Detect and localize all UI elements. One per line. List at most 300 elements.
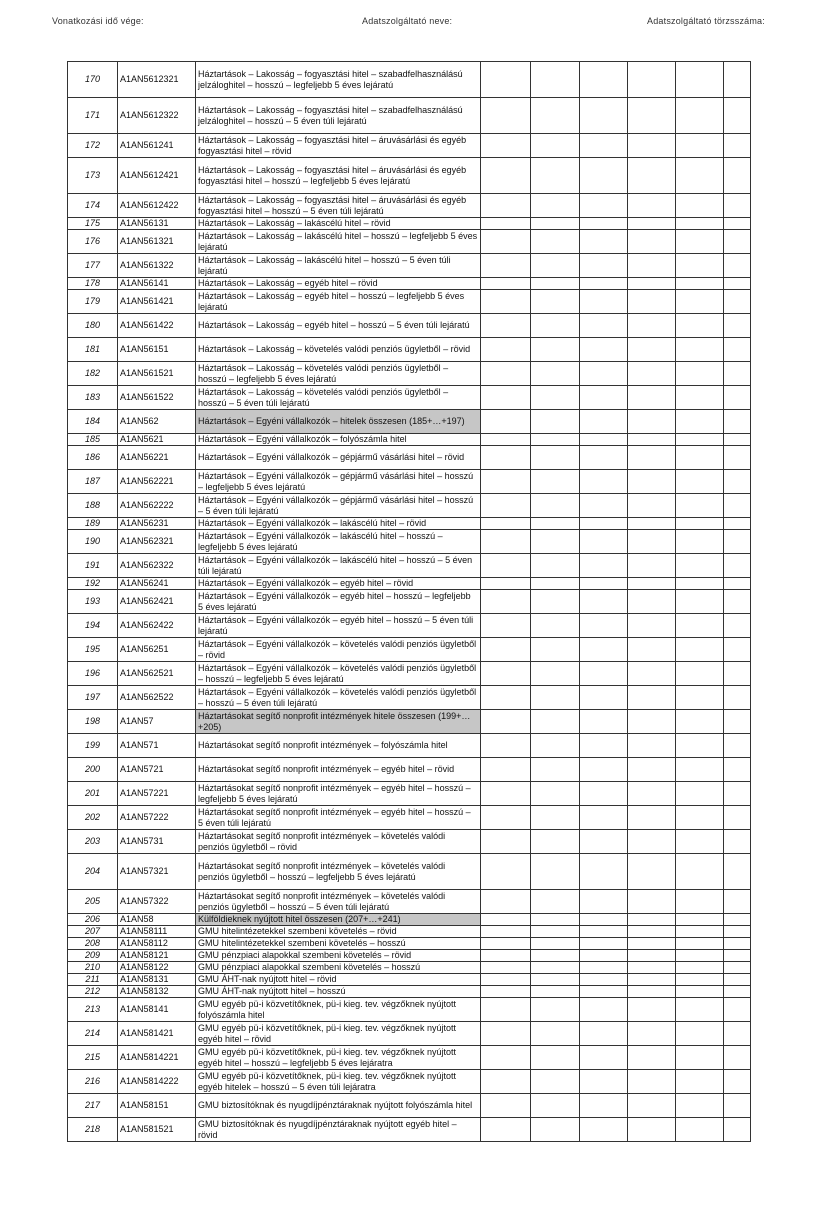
row-code: A1AN58132 (118, 986, 196, 998)
row-description: Háztartások – Lakosság – lakáscélú hitel – rövid (196, 218, 481, 230)
value-cell (481, 494, 531, 518)
value-cell (481, 290, 531, 314)
table-row (68, 446, 751, 470)
value-cell (676, 194, 724, 218)
row-description: Háztartások – Lakosság – lakáscélú hitel – hosszú – 5 éven túli lejáratú (196, 254, 481, 278)
value-cell (676, 158, 724, 194)
value-cell (481, 914, 531, 926)
row-description: GMU hitelintézetekkel szembeni követelés – rövid (196, 926, 481, 938)
value-cell (580, 230, 628, 254)
table-row (68, 938, 751, 950)
row-number: 191 (68, 554, 118, 578)
row-number: 197 (68, 686, 118, 710)
value-cell (580, 530, 628, 554)
row-description: GMU ÁHT-nak nyújtott hitel – hosszú (196, 986, 481, 998)
value-cell (628, 854, 676, 890)
row-description: Háztartásokat segítő nonprofit intézmények – követelés valódi penziós ügyletből – rövid (196, 830, 481, 854)
value-cell (676, 314, 724, 338)
value-cell (724, 446, 751, 470)
row-description: Háztartások – Egyéni vállalkozók – lakáscélú hitel – hosszú – legfeljebb 5 éves lejáratú (196, 530, 481, 554)
table-row (68, 662, 751, 686)
row-number: 210 (68, 962, 118, 974)
value-cell (531, 194, 580, 218)
row-description: Háztartások – Egyéni vállalkozók – egyéb hitel – rövid (196, 578, 481, 590)
row-number: 174 (68, 194, 118, 218)
table-row (68, 950, 751, 962)
row-number: 198 (68, 710, 118, 734)
value-cell (724, 98, 751, 134)
value-cell (628, 1022, 676, 1046)
row-number: 176 (68, 230, 118, 254)
value-cell (724, 686, 751, 710)
value-cell (531, 314, 580, 338)
row-description: Háztartások – Lakosság – fogyasztási hitel – áruvásárlási és egyéb fogyasztási hitel – hosszú – 5 éven túli lejáratú (196, 194, 481, 218)
value-cell (580, 314, 628, 338)
value-cell (628, 470, 676, 494)
value-cell (628, 410, 676, 434)
value-cell (531, 806, 580, 830)
row-description: Háztartások – Egyéni vállalkozók – egyéb hitel – hosszú – legfeljebb 5 éves lejáratú (196, 590, 481, 614)
value-cell (481, 686, 531, 710)
value-cell (531, 758, 580, 782)
value-cell (531, 1022, 580, 1046)
row-code: A1AN561521 (118, 362, 196, 386)
value-cell (724, 1022, 751, 1046)
row-number: 173 (68, 158, 118, 194)
row-code: A1AN561241 (118, 134, 196, 158)
row-code: A1AN56251 (118, 638, 196, 662)
row-code: A1AN58151 (118, 1094, 196, 1118)
value-cell (724, 1094, 751, 1118)
value-cell (628, 734, 676, 758)
value-cell (531, 218, 580, 230)
table-row (68, 278, 751, 290)
value-cell (676, 914, 724, 926)
value-cell (724, 578, 751, 590)
value-cell (580, 782, 628, 806)
value-cell (628, 662, 676, 686)
value-cell (628, 314, 676, 338)
value-cell (580, 926, 628, 938)
row-description: Háztartások – Egyéni vállalkozók – lakáscélú hitel – hosszú – 5 éven túli lejáratú (196, 554, 481, 578)
value-cell (724, 254, 751, 278)
table-row (68, 362, 751, 386)
table-row (68, 1094, 751, 1118)
row-number: 195 (68, 638, 118, 662)
value-cell (531, 554, 580, 578)
row-code: A1AN562521 (118, 662, 196, 686)
value-cell (628, 338, 676, 362)
value-cell (628, 98, 676, 134)
table-row (68, 338, 751, 362)
row-number: 214 (68, 1022, 118, 1046)
value-cell (724, 62, 751, 98)
value-cell (676, 218, 724, 230)
row-number: 202 (68, 806, 118, 830)
value-cell (676, 998, 724, 1022)
value-cell (481, 950, 531, 962)
value-cell (676, 962, 724, 974)
row-number: 187 (68, 470, 118, 494)
table-row (68, 1022, 751, 1046)
table-row (68, 926, 751, 938)
value-cell (628, 518, 676, 530)
value-cell (724, 218, 751, 230)
row-description: Háztartások – Lakosság – egyéb hitel – rövid (196, 278, 481, 290)
row-number: 178 (68, 278, 118, 290)
row-description: GMU biztosítóknak és nyugdíjpénztáraknak nyújtott egyéb hitel – rövid (196, 1118, 481, 1142)
value-cell (628, 218, 676, 230)
row-code: A1AN57222 (118, 806, 196, 830)
row-number: 181 (68, 338, 118, 362)
value-cell (724, 614, 751, 638)
row-description: Háztartások – Egyéni vállalkozók – lakáscélú hitel – rövid (196, 518, 481, 530)
value-cell (531, 386, 580, 410)
value-cell (531, 1070, 580, 1094)
row-code: A1AN5612321 (118, 62, 196, 98)
value-cell (580, 338, 628, 362)
value-cell (676, 830, 724, 854)
value-cell (580, 1046, 628, 1070)
value-cell (628, 278, 676, 290)
value-cell (580, 986, 628, 998)
row-code: A1AN58121 (118, 950, 196, 962)
value-cell (481, 134, 531, 158)
table-row (68, 782, 751, 806)
value-cell (531, 518, 580, 530)
row-code: A1AN57 (118, 710, 196, 734)
value-cell (676, 578, 724, 590)
row-code: A1AN5731 (118, 830, 196, 854)
row-code: A1AN562221 (118, 470, 196, 494)
value-cell (628, 914, 676, 926)
value-cell (531, 890, 580, 914)
value-cell (481, 338, 531, 362)
value-cell (628, 1046, 676, 1070)
value-cell (481, 1046, 531, 1070)
value-cell (531, 638, 580, 662)
table-row (68, 62, 751, 98)
value-cell (580, 998, 628, 1022)
row-code: A1AN562421 (118, 590, 196, 614)
value-cell (580, 638, 628, 662)
value-cell (580, 590, 628, 614)
table-row (68, 494, 751, 518)
value-cell (628, 494, 676, 518)
row-code: A1AN5612322 (118, 98, 196, 134)
value-cell (676, 1070, 724, 1094)
row-number: 171 (68, 98, 118, 134)
value-cell (676, 1046, 724, 1070)
value-cell (531, 914, 580, 926)
row-number: 179 (68, 290, 118, 314)
row-description: Háztartások – Lakosság – fogyasztási hitel – áruvásárlási és egyéb fogyasztási hitel – rövid (196, 134, 481, 158)
value-cell (481, 614, 531, 638)
row-description: GMU egyéb pü-i közvetítőknek, pü-i kieg. tev. végzőknek nyújtott egyéb hitel – rövid (196, 1022, 481, 1046)
row-description: Külföldieknek nyújtott hitel összesen (207+…+241) (196, 914, 481, 926)
value-cell (628, 578, 676, 590)
value-cell (531, 434, 580, 446)
row-description: GMU egyéb pü-i közvetítőknek, pü-i kieg. tev. végzőknek nyújtott egyéb hitelek – hosszú – 5 éven túli lejáratra (196, 1070, 481, 1094)
row-description: GMU pénzpiaci alapokkal szembeni követelés – hosszú (196, 962, 481, 974)
value-cell (481, 938, 531, 950)
value-cell (580, 410, 628, 434)
row-description: Háztartások – Egyéni vállalkozók – gépjármű vásárlási hitel – rövid (196, 446, 481, 470)
value-cell (724, 278, 751, 290)
table-row (68, 254, 751, 278)
value-cell (628, 710, 676, 734)
value-cell (580, 614, 628, 638)
row-description: Háztartások – Lakosság – követelés valódi penziós ügyletből – hosszú – legfeljebb 5 éves lejáratú (196, 362, 481, 386)
value-cell (481, 278, 531, 290)
value-cell (580, 362, 628, 386)
value-cell (481, 782, 531, 806)
value-cell (628, 1118, 676, 1142)
value-cell (481, 998, 531, 1022)
value-cell (676, 230, 724, 254)
value-cell (481, 518, 531, 530)
table-row (68, 806, 751, 830)
value-cell (531, 446, 580, 470)
row-code: A1AN58122 (118, 962, 196, 974)
value-cell (628, 1094, 676, 1118)
row-number: 203 (68, 830, 118, 854)
row-description: Háztartások – Egyéni vállalkozók – gépjármű vásárlási hitel – hosszú – 5 éven túli lejáratú (196, 494, 481, 518)
value-cell (724, 782, 751, 806)
value-cell (531, 830, 580, 854)
row-code: A1AN56141 (118, 278, 196, 290)
value-cell (531, 338, 580, 362)
row-description: GMU biztosítóknak és nyugdíjpénztáraknak nyújtott folyószámla hitel (196, 1094, 481, 1118)
row-description: Háztartások – Lakosság – fogyasztási hitel – szabadfelhasználású jelzáloghitel – hosszú – 5 éven túli lejáratú (196, 98, 481, 134)
value-cell (580, 494, 628, 518)
row-code: A1AN56131 (118, 218, 196, 230)
value-cell (580, 830, 628, 854)
value-cell (580, 446, 628, 470)
value-cell (481, 710, 531, 734)
value-cell (531, 62, 580, 98)
value-cell (531, 710, 580, 734)
value-cell (628, 230, 676, 254)
value-cell (724, 998, 751, 1022)
value-cell (724, 986, 751, 998)
value-cell (580, 962, 628, 974)
value-cell (481, 962, 531, 974)
table-row (68, 686, 751, 710)
value-cell (580, 62, 628, 98)
value-cell (580, 1118, 628, 1142)
row-number: 209 (68, 950, 118, 962)
row-code: A1AN561321 (118, 230, 196, 254)
value-cell (676, 662, 724, 686)
row-description: Háztartásokat segítő nonprofit intézmények hitele összesen (199+…+205) (196, 710, 481, 734)
table-row (68, 290, 751, 314)
value-cell (481, 386, 531, 410)
value-cell (676, 890, 724, 914)
table-row (68, 590, 751, 614)
row-description: Háztartásokat segítő nonprofit intézmények – követelés valódi penziós ügyletből – hosszú – 5 éven túli lejáratú (196, 890, 481, 914)
table-row (68, 758, 751, 782)
value-cell (628, 386, 676, 410)
table-row (68, 314, 751, 338)
row-description: Háztartások – Egyéni vállalkozók – hitelek összesen (185+…+197) (196, 410, 481, 434)
row-code: A1AN58 (118, 914, 196, 926)
value-cell (531, 578, 580, 590)
value-cell (724, 830, 751, 854)
row-code: A1AN581421 (118, 1022, 196, 1046)
row-number: 206 (68, 914, 118, 926)
value-cell (531, 986, 580, 998)
row-code: A1AN56151 (118, 338, 196, 362)
row-number: 211 (68, 974, 118, 986)
value-cell (676, 806, 724, 830)
value-cell (724, 386, 751, 410)
row-number: 205 (68, 890, 118, 914)
value-cell (724, 410, 751, 434)
table-row (68, 470, 751, 494)
value-cell (628, 926, 676, 938)
row-description: GMU egyéb pü-i közvetítőknek, pü-i kieg. tev. végzőknek nyújtott egyéb hitel – hosszú – legfeljebb 5 éves lejáratra (196, 1046, 481, 1070)
row-number: 216 (68, 1070, 118, 1094)
value-cell (676, 950, 724, 962)
row-code: A1AN57322 (118, 890, 196, 914)
value-cell (628, 446, 676, 470)
value-cell (676, 986, 724, 998)
value-cell (676, 1118, 724, 1142)
row-description: Háztartások – Egyéni vállalkozók – egyéb hitel – hosszú – 5 éven túli lejáratú (196, 614, 481, 638)
row-description: GMU pénzpiaci alapokkal szembeni követelés – rövid (196, 950, 481, 962)
value-cell (676, 938, 724, 950)
value-cell (724, 926, 751, 938)
row-description: GMU ÁHT-nak nyújtott hitel – rövid (196, 974, 481, 986)
row-description: Háztartások – Lakosság – fogyasztási hitel – szabadfelhasználású jelzáloghitel – hosszú – legfeljebb 5 éves lejáratú (196, 62, 481, 98)
row-code: A1AN5621 (118, 434, 196, 446)
table-row (68, 638, 751, 662)
value-cell (481, 638, 531, 662)
value-cell (481, 554, 531, 578)
row-code: A1AN57221 (118, 782, 196, 806)
value-cell (580, 854, 628, 890)
value-cell (580, 806, 628, 830)
table-row (68, 854, 751, 890)
value-cell (628, 434, 676, 446)
value-cell (481, 194, 531, 218)
value-cell (580, 938, 628, 950)
row-code: A1AN562422 (118, 614, 196, 638)
value-cell (580, 950, 628, 962)
value-cell (628, 938, 676, 950)
value-cell (481, 926, 531, 938)
value-cell (628, 554, 676, 578)
value-cell (676, 338, 724, 362)
row-description: Háztartások – Egyéni vállalkozók – gépjármű vásárlási hitel – hosszú – legfeljebb 5 éves lejáratú (196, 470, 481, 494)
row-description: Háztartások – Lakosság – lakáscélú hitel – hosszú – legfeljebb 5 éves lejáratú (196, 230, 481, 254)
value-cell (481, 662, 531, 686)
value-cell (481, 410, 531, 434)
value-cell (580, 254, 628, 278)
value-cell (531, 530, 580, 554)
value-cell (676, 854, 724, 890)
row-description: Háztartásokat segítő nonprofit intézmények – egyéb hitel – hosszú – 5 éven túli lejáratú (196, 806, 481, 830)
value-cell (628, 758, 676, 782)
row-number: 200 (68, 758, 118, 782)
value-cell (676, 734, 724, 758)
value-cell (481, 446, 531, 470)
row-number: 172 (68, 134, 118, 158)
value-cell (724, 914, 751, 926)
value-cell (481, 890, 531, 914)
value-cell (676, 98, 724, 134)
row-number: 185 (68, 434, 118, 446)
value-cell (676, 494, 724, 518)
value-cell (724, 434, 751, 446)
value-cell (628, 686, 676, 710)
value-cell (531, 734, 580, 758)
value-cell (676, 254, 724, 278)
table-row (68, 98, 751, 134)
row-description: GMU hitelintézetekkel szembeni követelés – hosszú (196, 938, 481, 950)
table-row (68, 410, 751, 434)
value-cell (531, 470, 580, 494)
header-provider-name-label: Adatszolgáltató neve: (362, 16, 453, 26)
value-cell (724, 962, 751, 974)
value-cell (724, 290, 751, 314)
row-code: A1AN561422 (118, 314, 196, 338)
value-cell (580, 578, 628, 590)
row-code: A1AN56231 (118, 518, 196, 530)
row-code: A1AN562222 (118, 494, 196, 518)
value-cell (531, 782, 580, 806)
value-cell (724, 890, 751, 914)
row-code: A1AN562522 (118, 686, 196, 710)
row-number: 177 (68, 254, 118, 278)
value-cell (676, 974, 724, 986)
value-cell (628, 194, 676, 218)
value-cell (481, 1118, 531, 1142)
table-row (68, 434, 751, 446)
row-code: A1AN5721 (118, 758, 196, 782)
value-cell (628, 950, 676, 962)
row-code: A1AN58131 (118, 974, 196, 986)
value-cell (481, 758, 531, 782)
table-row (68, 998, 751, 1022)
table-row (68, 554, 751, 578)
value-cell (580, 470, 628, 494)
row-code: A1AN58111 (118, 926, 196, 938)
value-cell (481, 230, 531, 254)
value-cell (531, 278, 580, 290)
value-cell (628, 134, 676, 158)
value-cell (481, 806, 531, 830)
value-cell (531, 158, 580, 194)
value-cell (580, 1070, 628, 1094)
row-number: 212 (68, 986, 118, 998)
row-number: 208 (68, 938, 118, 950)
value-cell (628, 614, 676, 638)
value-cell (724, 518, 751, 530)
value-cell (676, 926, 724, 938)
table-row (68, 518, 751, 530)
value-cell (628, 962, 676, 974)
value-cell (481, 854, 531, 890)
value-cell (676, 638, 724, 662)
row-description: Háztartások – Lakosság – követelés valódi penziós ügyletből – rövid (196, 338, 481, 362)
table-row (68, 986, 751, 998)
row-number: 170 (68, 62, 118, 98)
value-cell (724, 194, 751, 218)
value-cell (481, 218, 531, 230)
row-number: 188 (68, 494, 118, 518)
